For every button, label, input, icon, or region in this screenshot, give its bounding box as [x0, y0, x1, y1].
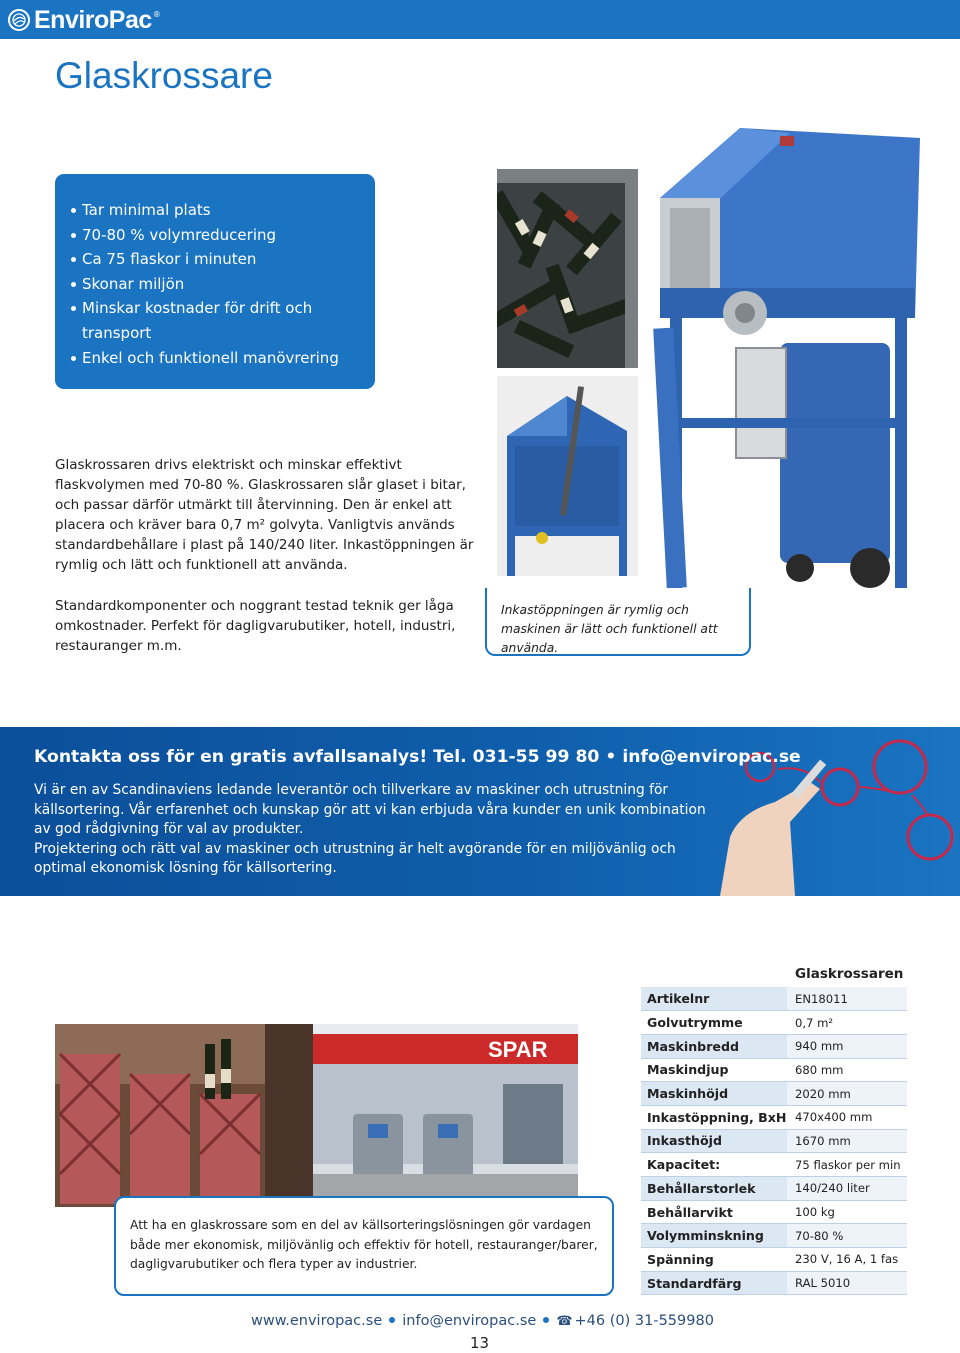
- website-link[interactable]: www.enviropac.se: [251, 1313, 383, 1329]
- solution-caption: Att ha en glaskrossare som en del av källsorteringslösningen gör vardagen både mer ekonomisk, miljövänlig och effektiv för hotell, restauranger/barer, dagligvarubutiker och flera typer av industrier.: [114, 1196, 614, 1296]
- spec-label: Standardfärg: [641, 1271, 787, 1295]
- email-link[interactable]: info@enviropac.se: [402, 1313, 537, 1329]
- table-row: [641, 1082, 907, 1106]
- features-list: [71, 198, 359, 370]
- table-row: [641, 1224, 907, 1248]
- table-row: [641, 1105, 907, 1129]
- table-row: [641, 987, 907, 1011]
- separator-dot: [543, 1317, 549, 1323]
- spec-table: [641, 987, 907, 1295]
- phone-icon: ☎: [556, 1314, 573, 1329]
- company-text: Projektering och rätt val av maskiner och utrustning är helt avgörande för en miljövänlig och optimal ekonomisk lösning för källsortering.: [34, 840, 676, 876]
- contact-banner: [0, 727, 960, 896]
- benefits-paragraph: Standardkomponenter och noggrant testad teknik ger låga omkostnader. Perfekt för dagligvarubutiker, hotell, industri, restauranger m.m.: [55, 598, 456, 654]
- glass-crusher-photo: [650, 118, 928, 598]
- bottles-photo: [497, 169, 638, 368]
- spec-value: 680 mm: [787, 1058, 907, 1082]
- feature-item: Ca 75 flaskor i minuten: [71, 247, 359, 272]
- header-bar: [0, 0, 960, 39]
- footer-contact: [251, 1313, 714, 1329]
- feature-item: Tar minimal plats: [71, 198, 359, 223]
- spar-sign-text: SPAR: [488, 1037, 548, 1062]
- spar-store-photo: [313, 1024, 578, 1207]
- table-row: [641, 1011, 907, 1035]
- spec-value: 75 flaskor per min: [787, 1153, 907, 1177]
- spec-label: Behållarvikt: [641, 1200, 787, 1224]
- spec-column-header: Glaskrossaren: [795, 966, 904, 982]
- registered-mark: ®: [152, 9, 161, 19]
- spec-value: EN18011: [787, 987, 907, 1011]
- spec-label: Maskindjup: [641, 1058, 787, 1082]
- feature-item: Enkel och funktionell manövrering: [71, 346, 359, 371]
- contact-headline[interactable]: Kontakta oss för en gratis avfallsanalys! Tel. 031-55 99 80 • info@enviropac.se: [34, 747, 801, 767]
- spec-value: 1670 mm: [787, 1129, 907, 1153]
- spec-label: Artikelnr: [641, 987, 787, 1011]
- spec-value: 100 kg: [787, 1200, 907, 1224]
- crusher-caption: Inkastöppningen är rymlig och maskinen är lätt och funktionell att använda.: [485, 588, 751, 656]
- crusher-detail-photo: [497, 376, 638, 576]
- wine-cellar-photo: [55, 1024, 313, 1207]
- table-row: [641, 1058, 907, 1082]
- enviropac-logo[interactable]: [8, 5, 161, 35]
- company-description: [34, 781, 724, 879]
- spec-value: 70-80 %: [787, 1224, 907, 1248]
- feature-item: Minskar kostnader för drift och transport: [71, 296, 359, 345]
- features-box: [55, 174, 375, 389]
- spec-value: 470x400 mm: [787, 1105, 907, 1129]
- spec-label: Kapacitet:: [641, 1153, 787, 1177]
- spec-label: Inkastöppning, BxH: [641, 1105, 787, 1129]
- spec-label: Golvutrymme: [641, 1011, 787, 1035]
- company-text: Vi är en av Scandinaviens ledande leverantör och tillverkare av maskiner och utrustning för källsortering. Vår erfarenhet och kunskap gör att vi kan erbjuda våra kunder en unik kombination av god rådgivning för val av produkter.: [34, 782, 706, 837]
- table-row: [641, 1200, 907, 1224]
- phone-number[interactable]: +46 (0) 31-559980: [574, 1313, 714, 1329]
- spec-label: Inkasthöjd: [641, 1129, 787, 1153]
- table-row: [641, 1129, 907, 1153]
- feature-item: 70-80 % volymreducering: [71, 223, 359, 248]
- spec-value: 140/240 liter: [787, 1177, 907, 1201]
- table-row: [641, 1271, 907, 1295]
- brand-name: EnviroPac: [34, 5, 152, 34]
- spec-value: 940 mm: [787, 1034, 907, 1058]
- table-row: [641, 1153, 907, 1177]
- spec-label: Maskinhöjd: [641, 1082, 787, 1106]
- spec-value: 0,7 m²: [787, 1011, 907, 1035]
- spec-label: Maskinbredd: [641, 1034, 787, 1058]
- separator-dot: [389, 1317, 395, 1323]
- page-title: Glaskrossare: [55, 55, 273, 96]
- spec-value: 2020 mm: [787, 1082, 907, 1106]
- intro-paragraph: Glaskrossaren drivs elektriskt och minskar effektivt flaskvolymen med 70-80 %. Glaskrossaren slår glaset i bitar, och passar därför utmärkt till återvinning. Den är enkel att placera och kräver bara 0,7 m² golvyta. Vanligtvis används standardbehållare i plast på 140/240 liter. Inkastöppningen är rymlig och lätt och funktionell att använda.: [55, 457, 474, 573]
- feature-item: Skonar miljön: [71, 272, 359, 297]
- table-row: [641, 1177, 907, 1201]
- spec-value: RAL 5010: [787, 1271, 907, 1295]
- table-row: [641, 1034, 907, 1058]
- spec-value: 230 V, 16 A, 1 fas: [787, 1248, 907, 1272]
- enviropac-globe-icon: [8, 9, 30, 31]
- spec-label: Behållarstorlek: [641, 1177, 787, 1201]
- page-number: 13: [470, 1334, 490, 1352]
- spec-label: Volymminskning: [641, 1224, 787, 1248]
- table-row: [641, 1248, 907, 1272]
- spec-label: Spänning: [641, 1248, 787, 1272]
